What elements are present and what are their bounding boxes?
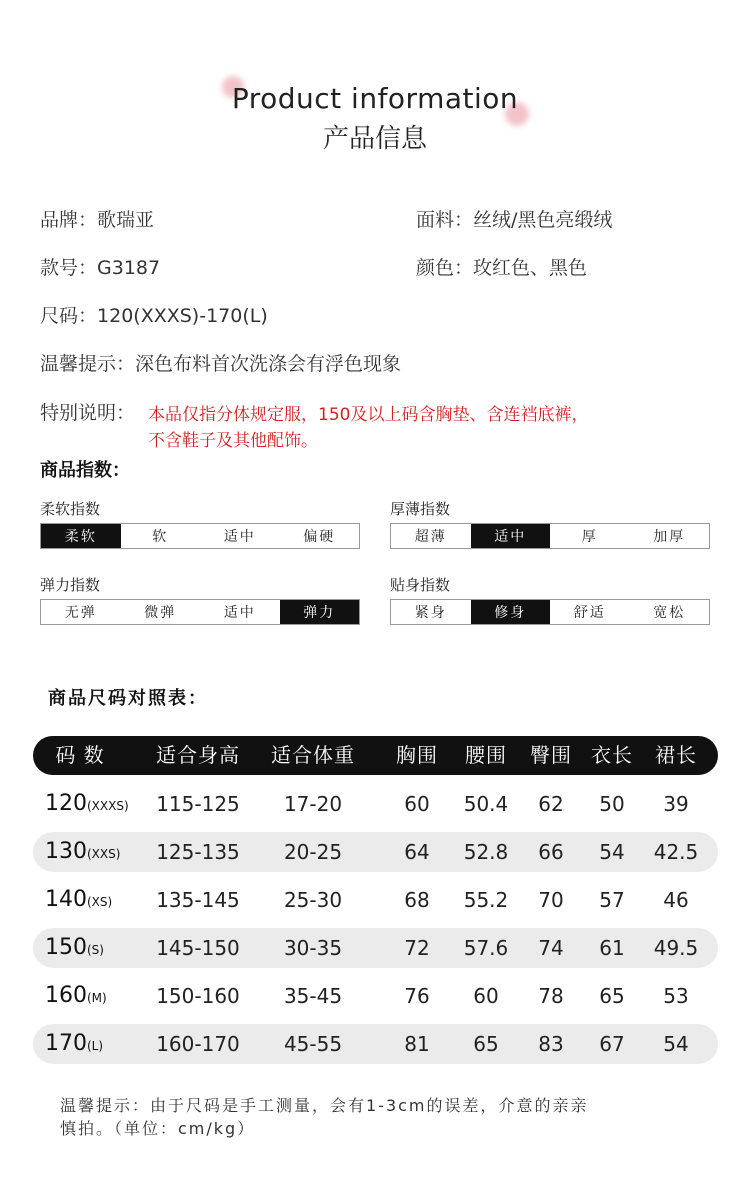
size-tag: (XXXS) bbox=[87, 799, 129, 813]
table-cell-waist: 57.6 bbox=[463, 936, 509, 960]
index-option: 偏硬 bbox=[303, 529, 336, 545]
table-cell-top: 67 bbox=[599, 1032, 625, 1056]
size-tag: (M) bbox=[87, 991, 107, 1005]
fabric-label: 面料： bbox=[416, 209, 474, 231]
table-cell-top: 61 bbox=[599, 936, 625, 960]
brand-label: 品牌： bbox=[40, 209, 98, 231]
size-chart-header-cell: 臀围 bbox=[530, 743, 572, 767]
title-english: Product information bbox=[231, 82, 519, 115]
index-option: 适中 bbox=[471, 524, 551, 548]
table-cell-weight: 30-35 bbox=[283, 936, 343, 960]
elasticity-index-label: 弹力指数 bbox=[40, 576, 101, 594]
size-chart-header-cell: 胸围 bbox=[396, 743, 438, 767]
table-cell-skirt: 54 bbox=[663, 1032, 689, 1056]
table-cell-waist: 52.8 bbox=[463, 840, 509, 864]
table-cell-hip: 78 bbox=[538, 984, 564, 1008]
table-cell-height: 160-170 bbox=[156, 1032, 240, 1056]
index-option: 厚 bbox=[581, 529, 598, 545]
index-option: 舒适 bbox=[573, 605, 606, 621]
size-chart-header-cell: 裙长 bbox=[655, 743, 697, 767]
index-option: 软 bbox=[152, 529, 169, 545]
title-chinese: 产品信息 bbox=[322, 124, 427, 154]
size-chart-header-cell: 衣长 bbox=[591, 743, 633, 767]
index-option: 弹力 bbox=[280, 600, 360, 624]
fabric-row bbox=[416, 205, 612, 232]
size-tag: (XXS) bbox=[87, 847, 121, 861]
size-range-label: 尺码： bbox=[40, 305, 98, 327]
fit-index-label: 贴身指数 bbox=[390, 576, 451, 594]
color-row bbox=[416, 253, 587, 280]
size-cell bbox=[45, 832, 120, 872]
table-cell-weight: 17-20 bbox=[283, 792, 343, 816]
index-option: 超薄 bbox=[414, 529, 447, 545]
special-note-line2: 不含鞋子及其他配饰。 bbox=[148, 431, 318, 451]
size-cell bbox=[45, 784, 129, 824]
color-value: 玫红色、黑色 bbox=[473, 257, 588, 279]
thickness-index-label: 厚薄指数 bbox=[390, 500, 451, 518]
table-cell-chest: 64 bbox=[404, 840, 430, 864]
tip-value: 深色布料首次洗涤会有浮色现象 bbox=[135, 353, 402, 375]
index-option: 适中 bbox=[223, 529, 256, 545]
table-cell-skirt: 49.5 bbox=[653, 936, 699, 960]
tip-label: 温馨提示： bbox=[40, 353, 136, 375]
table-cell-waist: 50.4 bbox=[463, 792, 509, 816]
table-cell-height: 125-135 bbox=[156, 840, 240, 864]
table-cell-skirt: 42.5 bbox=[653, 840, 699, 864]
size-number: 160 bbox=[45, 983, 87, 1008]
table-cell-weight: 45-55 bbox=[283, 1032, 343, 1056]
size-chart-header-cell: 码 数 bbox=[55, 743, 105, 767]
model-value: G3187 bbox=[97, 257, 161, 279]
index-option: 无弹 bbox=[64, 605, 97, 621]
table-cell-height: 150-160 bbox=[156, 984, 240, 1008]
table-cell-skirt: 46 bbox=[663, 888, 689, 912]
elasticity-index-scale bbox=[40, 599, 360, 625]
brand-row bbox=[40, 205, 154, 232]
index-option: 适中 bbox=[223, 605, 256, 621]
index-option: 宽松 bbox=[653, 605, 686, 621]
table-cell-top: 57 bbox=[599, 888, 625, 912]
model-row bbox=[40, 253, 160, 280]
size-chart-header-cell: 适合身高 bbox=[156, 743, 240, 767]
table-cell-chest: 72 bbox=[404, 936, 430, 960]
size-cell bbox=[45, 880, 112, 920]
table-cell-chest: 76 bbox=[404, 984, 430, 1008]
index-option: 柔软 bbox=[41, 524, 121, 548]
size-chart-heading: 商品尺码对照表： bbox=[48, 688, 208, 709]
size-cell bbox=[45, 928, 104, 968]
tip-row bbox=[40, 349, 401, 376]
table-cell-height: 145-150 bbox=[156, 936, 240, 960]
index-option: 紧身 bbox=[414, 605, 447, 621]
table-cell-hip: 83 bbox=[538, 1032, 564, 1056]
footer-note-line2: 慎拍。（单位：cm/kg） bbox=[60, 1119, 256, 1138]
model-label: 款号： bbox=[40, 257, 98, 279]
size-tag: (L) bbox=[87, 1039, 104, 1053]
table-cell-weight: 20-25 bbox=[283, 840, 343, 864]
size-tag: (S) bbox=[87, 943, 104, 957]
index-option: 加厚 bbox=[653, 529, 686, 545]
indices-heading: 商品指数： bbox=[40, 460, 130, 481]
table-cell-chest: 81 bbox=[404, 1032, 430, 1056]
color-label: 颜色： bbox=[416, 257, 474, 279]
table-cell-chest: 68 bbox=[404, 888, 430, 912]
index-option: 修身 bbox=[471, 600, 551, 624]
softness-index-scale bbox=[40, 523, 360, 549]
special-note-line1: 本品仅指分体规定服，150及以上码含胸垫、含连裆底裤， bbox=[148, 405, 589, 425]
table-cell-top: 65 bbox=[599, 984, 625, 1008]
brand-value: 歌瑞亚 bbox=[97, 209, 155, 231]
index-option: 微弹 bbox=[144, 605, 177, 621]
size-range-value: 120(XXXS)-170(L) bbox=[97, 305, 268, 327]
size-number: 130 bbox=[45, 839, 87, 864]
table-cell-waist: 60 bbox=[473, 984, 499, 1008]
table-cell-hip: 70 bbox=[538, 888, 564, 912]
thickness-index-scale bbox=[390, 523, 710, 549]
size-number: 150 bbox=[45, 935, 87, 960]
size-chart-header-cell: 适合体重 bbox=[271, 743, 355, 767]
table-cell-top: 54 bbox=[599, 840, 625, 864]
size-tag: (XS) bbox=[87, 895, 113, 909]
size-range-row bbox=[40, 301, 268, 328]
footer-note-line1: 温馨提示：由于尺码是手工测量，会有1-3cm的误差，介意的亲亲 bbox=[60, 1096, 589, 1115]
table-cell-skirt: 39 bbox=[663, 792, 689, 816]
table-cell-hip: 62 bbox=[538, 792, 564, 816]
table-cell-hip: 66 bbox=[538, 840, 564, 864]
fabric-value: 丝绒/黑色亮缎绒 bbox=[473, 209, 613, 231]
fit-index-scale bbox=[390, 599, 710, 625]
special-note-label: 特别说明： bbox=[40, 402, 136, 424]
table-cell-height: 115-125 bbox=[156, 792, 240, 816]
size-cell bbox=[45, 976, 107, 1016]
table-cell-weight: 25-30 bbox=[283, 888, 343, 912]
table-cell-waist: 55.2 bbox=[463, 888, 509, 912]
table-cell-top: 50 bbox=[599, 792, 625, 816]
size-cell bbox=[45, 1024, 103, 1064]
size-chart-header-cell: 腰围 bbox=[465, 743, 507, 767]
table-cell-skirt: 53 bbox=[663, 984, 689, 1008]
table-cell-chest: 60 bbox=[404, 792, 430, 816]
table-cell-hip: 74 bbox=[538, 936, 564, 960]
size-number: 140 bbox=[45, 887, 87, 912]
softness-index-label: 柔软指数 bbox=[40, 500, 101, 518]
table-cell-weight: 35-45 bbox=[283, 984, 343, 1008]
table-cell-height: 135-145 bbox=[156, 888, 240, 912]
table-cell-waist: 65 bbox=[473, 1032, 499, 1056]
size-number: 120 bbox=[45, 791, 87, 816]
size-number: 170 bbox=[45, 1031, 87, 1056]
